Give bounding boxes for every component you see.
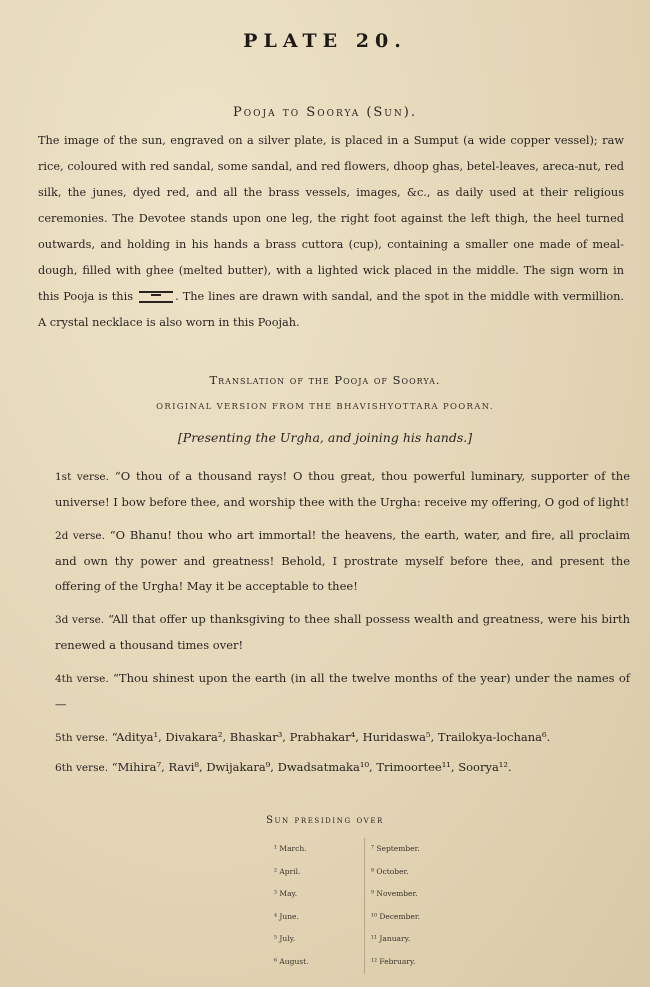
verses-list (55, 450, 630, 781)
translation-title: Translation of the Pooja of Soorya. (209, 373, 441, 387)
verse-1 (55, 464, 630, 515)
verse-text: “Mihira⁷, Ravi⁸, Dwijakara⁹, Dwadsatmaka¹⁰, Trimoortee¹¹, Soorya¹². (111, 760, 512, 774)
month-right: ¹¹ January. (364, 928, 454, 951)
verse-3 (55, 607, 630, 658)
month-left: ⁵ July. (274, 934, 296, 944)
plate-title: PLATE 20. (243, 30, 407, 52)
original-version-subtitle: ORIGINAL VERSION FROM THE BHAVISHYOTTARA POORAN. (156, 402, 494, 412)
verse-text: “Thou shinest upon the earth (in all the twelve months of the year) under the names of— (55, 671, 631, 711)
verse-4 (55, 666, 630, 717)
months-title: Sun presiding over (266, 815, 384, 826)
sandal-sign-icon (139, 291, 173, 303)
verse-5 (55, 725, 630, 751)
month-right: ¹⁰ December. (364, 906, 454, 929)
month-left: ² April. (274, 866, 301, 876)
month-right: ¹² February. (364, 951, 454, 974)
month-left: ⁶ August. (274, 956, 309, 966)
verse-label: 2d verse. (55, 530, 105, 542)
month-right: ⁷ September. (364, 838, 454, 861)
verse-label: 4th verse. (55, 673, 109, 685)
months-table (274, 838, 454, 974)
verse-label: 6th verse. (55, 762, 109, 774)
month-right: ⁸ October. (364, 861, 454, 884)
verse-text: “All that offer up thanksgiving to thee shall possess wealth and greatness, were his birth renewed a thousand times over! (55, 612, 630, 652)
month-left: ¹ March. (274, 844, 307, 853)
month-right: ⁹ November. (364, 883, 454, 906)
verse-label: 1st verse. (55, 471, 109, 483)
verse-text: “O Bhanu! thou who art immortal! the heavens, the earth, water, and fire, all proclaim and own thy power and greatness! Behold, I prostrate myself before thee, and present the offering of the Urgha! May it be acceptable to thee! (55, 528, 630, 593)
intro-text-part2: . The lines are drawn with sandal, and the spot in the middle with vermillion. A crystal necklace is also worn in this Poojah. (38, 290, 625, 329)
verse-label: 3d verse. (55, 614, 105, 626)
intro-paragraph (38, 128, 624, 336)
verse-text: “O thou of a thousand rays! O thou great, thou powerful luminary, supporter of the universe! I bow before thee, and worship thee with the Urgha: receive my offering, O god of light! (55, 469, 631, 509)
verse-2 (55, 523, 630, 599)
presenting-instruction: [Presenting the Urgha, and joining his hands.] (177, 430, 473, 445)
intro-text-part1: The image of the sun, engraved on a silver plate, is placed in a Sumput (a wide copper vessel); raw rice, coloured with red sandal, some sandal, and red flowers, dhoop ghas, betel-leaves, areca-nut, red silk, the junes, dyed red, and all the brass vessels, images, &c., as daily used at their religious ceremonies. The Devotee stands upon one leg, the right foot against the left thigh, the heel turned outwards, and holding in his hands a brass cuttora (cup), containing a smaller one made of meal-dough, filled with ghee (melted butter), with a lighted wick placed in the middle. The sign worn in this Pooja is this (38, 134, 624, 303)
month-left: ³ May. (274, 889, 298, 899)
section-title: Pooja to Soorya (Sun). (233, 105, 417, 120)
verse-text: “Aditya¹, Divakara², Bhaskar³, Prabhakar⁴, Huridaswa⁵, Trailokya-lochana⁶. (111, 730, 551, 744)
verse-label: 5th verse. (55, 732, 109, 744)
month-left: ⁴ June. (274, 911, 299, 921)
verse-6 (55, 755, 630, 781)
